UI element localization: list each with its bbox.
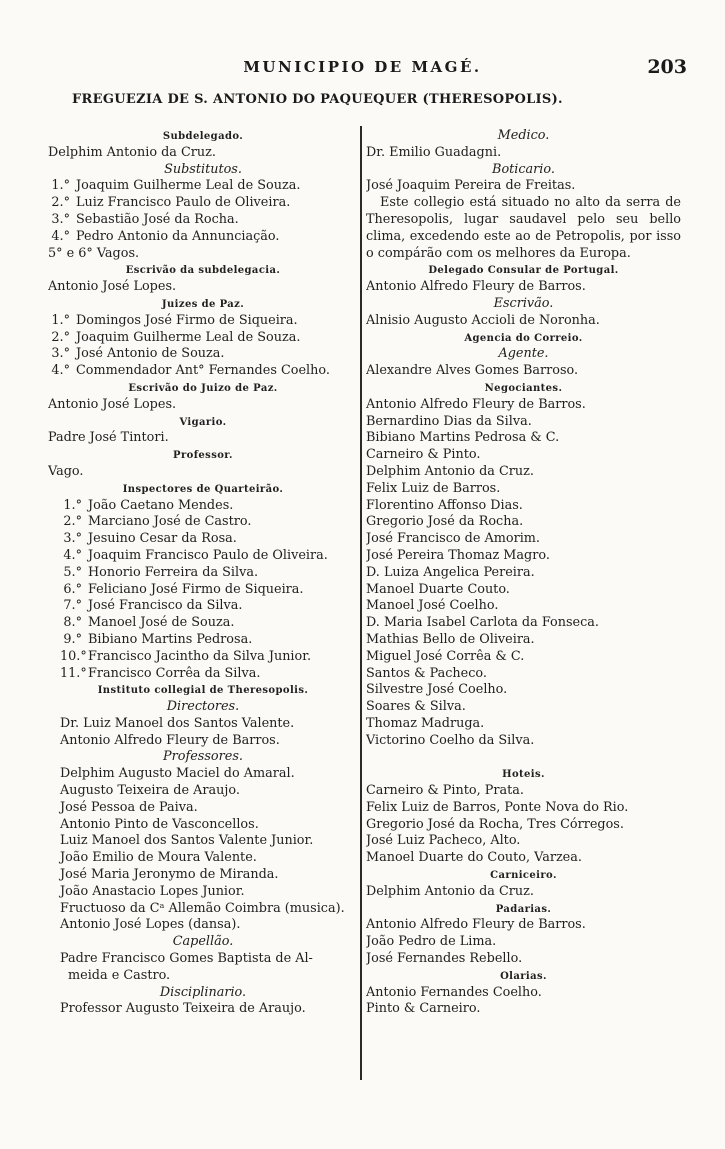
entry: Silvestre José Coelho. (366, 682, 508, 698)
right-column (366, 128, 681, 1018)
entry-name: Jesuino Cesar da Rosa. (88, 531, 237, 547)
entry: Santos & Pacheco. (366, 665, 487, 681)
entry-number: 2.° (51, 329, 70, 345)
entry (48, 195, 358, 212)
entry-name: João Caetano Mendes. (88, 497, 234, 513)
entry: 5° e 6° Vagos. (48, 245, 140, 261)
entry (48, 615, 358, 632)
entry (48, 229, 358, 246)
entry: Dr. Emilio Guadagni. (366, 144, 502, 160)
entry: Dr. Luiz Manoel dos Santos Valente. (60, 715, 295, 731)
college-description: Este collegio está situado no alto da serra de Theresopolis, lugar saudavel pelo seu bello clima, excedendo este ao de Petropolis, por isso o compárão com os melhores da Europa. (366, 195, 681, 261)
entry: Antonio Alfredo Fleury de Barros. (60, 732, 280, 748)
section-heading: Instituto collegial de Theresopolis. (97, 685, 309, 697)
entry: Padre José Tintori. (48, 430, 169, 446)
running-title: MUNICIPIO DE MAGÉ. (243, 58, 482, 76)
entry: Antonio Pinto de Vasconcellos. (60, 816, 259, 832)
entry: Antonio José Lopes. (48, 396, 177, 412)
entry: Pinto & Carneiro. (366, 1001, 481, 1017)
entry (366, 749, 681, 766)
entry-continuation: meida e Castro. (68, 967, 171, 983)
entry (48, 498, 358, 515)
section-heading: Escrivão da subdelegacia. (125, 265, 281, 277)
entry: Manoel José Coelho. (366, 598, 499, 614)
entry-name: Joaquim Guilherme Leal de Souza. (76, 329, 301, 345)
entry (48, 363, 358, 380)
entry: Mathias Bello de Oliveira. (366, 631, 535, 647)
entry: José Joaquim Pereira de Freitas. (366, 178, 576, 194)
entry: Antonio José Lopes. (48, 279, 177, 295)
entry-number: 1.° (63, 497, 82, 513)
entry: Manoel Duarte do Couto, Varzea. (366, 850, 582, 866)
entry-number: 1.° (51, 312, 70, 328)
entry-name: Joaquim Francisco Paulo de Oliveira. (88, 547, 328, 563)
entry-number: 5.° (63, 564, 82, 580)
entry (48, 330, 358, 347)
entry: Luiz Manoel dos Santos Valente Junior. (60, 833, 314, 849)
entry-name: Feliciano José Firmo de Siqueira. (88, 581, 304, 597)
entry-name: Honorio Ferreira da Silva. (88, 564, 259, 580)
entry: Victorino Coelho da Silva. (366, 732, 535, 748)
entry: Fructuoso da Cᵃ Allemão Coimbra (musica). (60, 900, 345, 916)
entry: Bibiano Martins Pedrosa & C. (366, 430, 560, 446)
entry-name: Domingos José Firmo de Siqueira. (76, 312, 298, 328)
entry-name: Marciano José de Castro. (88, 514, 252, 530)
entry-number: 11.° (60, 665, 87, 681)
entry-number: 3.° (51, 211, 70, 227)
entry: Antonio Fernandes Coelho. (366, 984, 542, 1000)
entry (48, 632, 358, 649)
entry: Padre Francisco Gomes Baptista de Al- (60, 951, 313, 967)
entry-name: Luiz Francisco Paulo de Oliveira. (76, 195, 291, 211)
entry-number: 7.° (63, 598, 82, 614)
entry (48, 582, 358, 599)
entry-number: 9.° (63, 631, 82, 647)
page-number: 203 (647, 56, 687, 78)
entry (48, 212, 358, 229)
section-heading: Agencia do Correio. (464, 332, 583, 344)
entry: Antonio José Lopes (dansa). (60, 917, 241, 933)
entry-name: Pedro Antonio da Annunciação. (76, 228, 280, 244)
entry (48, 531, 358, 548)
entry (48, 178, 358, 195)
section-heading: Vigario. (179, 416, 227, 428)
entry: Felix Luiz de Barros, Ponte Nova do Rio. (366, 799, 629, 815)
entry: Delphim Antonio da Cruz. (48, 144, 216, 160)
entry-number: 3.° (51, 346, 70, 362)
section-heading: Carniceiro. (490, 870, 557, 882)
entry-name: José Antonio de Souza. (76, 346, 225, 362)
entry: Miguel José Corrêa & C. (366, 648, 525, 664)
entry-name: Sebastião José da Rocha. (76, 211, 239, 227)
entry: Carneiro & Pinto, Prata. (366, 783, 524, 799)
entry (48, 598, 358, 615)
section-subheading: Medico. (497, 128, 550, 143)
entry-name: Commendador Ant° Fernandes Coelho. (76, 363, 330, 379)
section-heading: Padarias. (495, 903, 552, 915)
entry: Antonio Alfredo Fleury de Barros. (366, 396, 586, 412)
entry: Augusto Teixeira de Araujo. (60, 783, 240, 799)
entry-number: 4.° (63, 547, 82, 563)
entry-name: José Francisco da Silva. (88, 598, 243, 614)
column-divider (360, 126, 362, 1080)
section-subheading: Capellão. (172, 934, 234, 950)
entry-number: 1.° (51, 178, 70, 194)
section-heading: Hoteis. (502, 769, 545, 781)
entry-name: Manoel José de Souza. (88, 615, 235, 631)
section-subheading: Escrivão. (493, 295, 554, 311)
entry: Alnisio Augusto Accioli de Noronha. (366, 312, 600, 328)
entry: D. Luiza Angelica Pereira. (366, 564, 535, 580)
entry-number: 4.° (51, 363, 70, 379)
entry-number: 2.° (51, 195, 70, 211)
entry: José Fernandes Rebello. (366, 951, 523, 967)
entry-name: Francisco Jacintho da Silva Junior. (88, 648, 312, 664)
entry: Thomaz Madruga. (366, 715, 485, 731)
left-column (48, 128, 358, 1018)
entry: Delphim Antonio da Cruz. (366, 883, 534, 899)
section-heading: Inspectores de Quarteirão. (122, 483, 284, 495)
entry-name: Joaquim Guilherme Leal de Souza. (76, 178, 301, 194)
section-heading: Escrivão do Juizo de Paz. (128, 382, 278, 394)
section-subheading: Substitutos. (164, 161, 242, 177)
entry: Delphim Augusto Maciel do Amaral. (60, 766, 295, 782)
entry-number: 10.° (60, 648, 87, 664)
entry: D. Maria Isabel Carlota da Fonseca. (366, 615, 599, 631)
section-heading: Subdelegado. (162, 131, 244, 142)
entry (48, 514, 358, 531)
section-subheading: Directores. (166, 699, 240, 715)
entry-number: 6.° (63, 581, 82, 597)
section-subheading: Boticario. (492, 161, 555, 177)
entry: Alexandre Alves Gomes Barroso. (366, 363, 579, 379)
entry (48, 649, 358, 666)
entry (48, 548, 358, 565)
section-heading: Delegado Consular de Portugal. (428, 265, 619, 277)
entry: Felix Luiz de Barros. (366, 480, 501, 496)
entry: Bernardino Dias da Silva. (366, 413, 532, 429)
entry-name: Francisco Corrêa da Silva. (88, 665, 261, 681)
section-heading: Juizes de Paz. (161, 298, 245, 310)
entry-number: 8.° (63, 615, 82, 631)
entry: José Pessoa de Paiva. (60, 799, 198, 815)
section-subheading: Professores. (163, 749, 243, 765)
entry: José Francisco de Amorim. (366, 531, 541, 547)
entry: José Pereira Thomaz Magro. (366, 547, 550, 563)
entry-number: 2.° (63, 514, 82, 530)
page-header (0, 58, 725, 82)
entry: Antonio Alfredo Fleury de Barros. (366, 917, 586, 933)
entry: Florentino Affonso Dias. (366, 497, 523, 513)
entry (48, 313, 358, 330)
entry: João Anastacio Lopes Junior. (60, 883, 245, 899)
entry: Gregorio José da Rocha, Tres Córregos. (366, 816, 624, 832)
section-heading: Olarias. (500, 970, 547, 982)
entry-name: Bibiano Martins Pedrosa. (88, 631, 253, 647)
section-heading: Negociantes. (484, 382, 563, 394)
entry: Gregorio José da Rocha. (366, 514, 524, 530)
section-heading: Professor. (173, 450, 233, 462)
entry: Delphim Antonio da Cruz. (366, 463, 534, 479)
entry: José Luiz Pacheco, Alto. (366, 833, 521, 849)
entry: João Emilio de Moura Valente. (60, 850, 257, 866)
section-subheading: Agente. (498, 346, 549, 362)
section-subheading: Disciplinario. (159, 984, 247, 1000)
entry: Vago. (48, 463, 84, 479)
entry (48, 565, 358, 582)
entry-number: 3.° (63, 531, 82, 547)
entry: Soares & Silva. (366, 699, 466, 715)
entry-number: 4.° (51, 228, 70, 244)
parish-title: FREGUEZIA DE S. ANTONIO DO PAQUEQUER (THERESOPOLIS). (72, 92, 563, 107)
entry: Carneiro & Pinto. (366, 447, 481, 463)
entry (48, 666, 358, 683)
entry: Manoel Duarte Couto. (366, 581, 510, 597)
entry: José Maria Jeronymo de Miranda. (60, 867, 279, 883)
entry: João Pedro de Lima. (366, 934, 497, 950)
entry (48, 346, 358, 363)
entry: Antonio Alfredo Fleury de Barros. (366, 279, 586, 295)
entry: Professor Augusto Teixeira de Araujo. (60, 1001, 306, 1017)
